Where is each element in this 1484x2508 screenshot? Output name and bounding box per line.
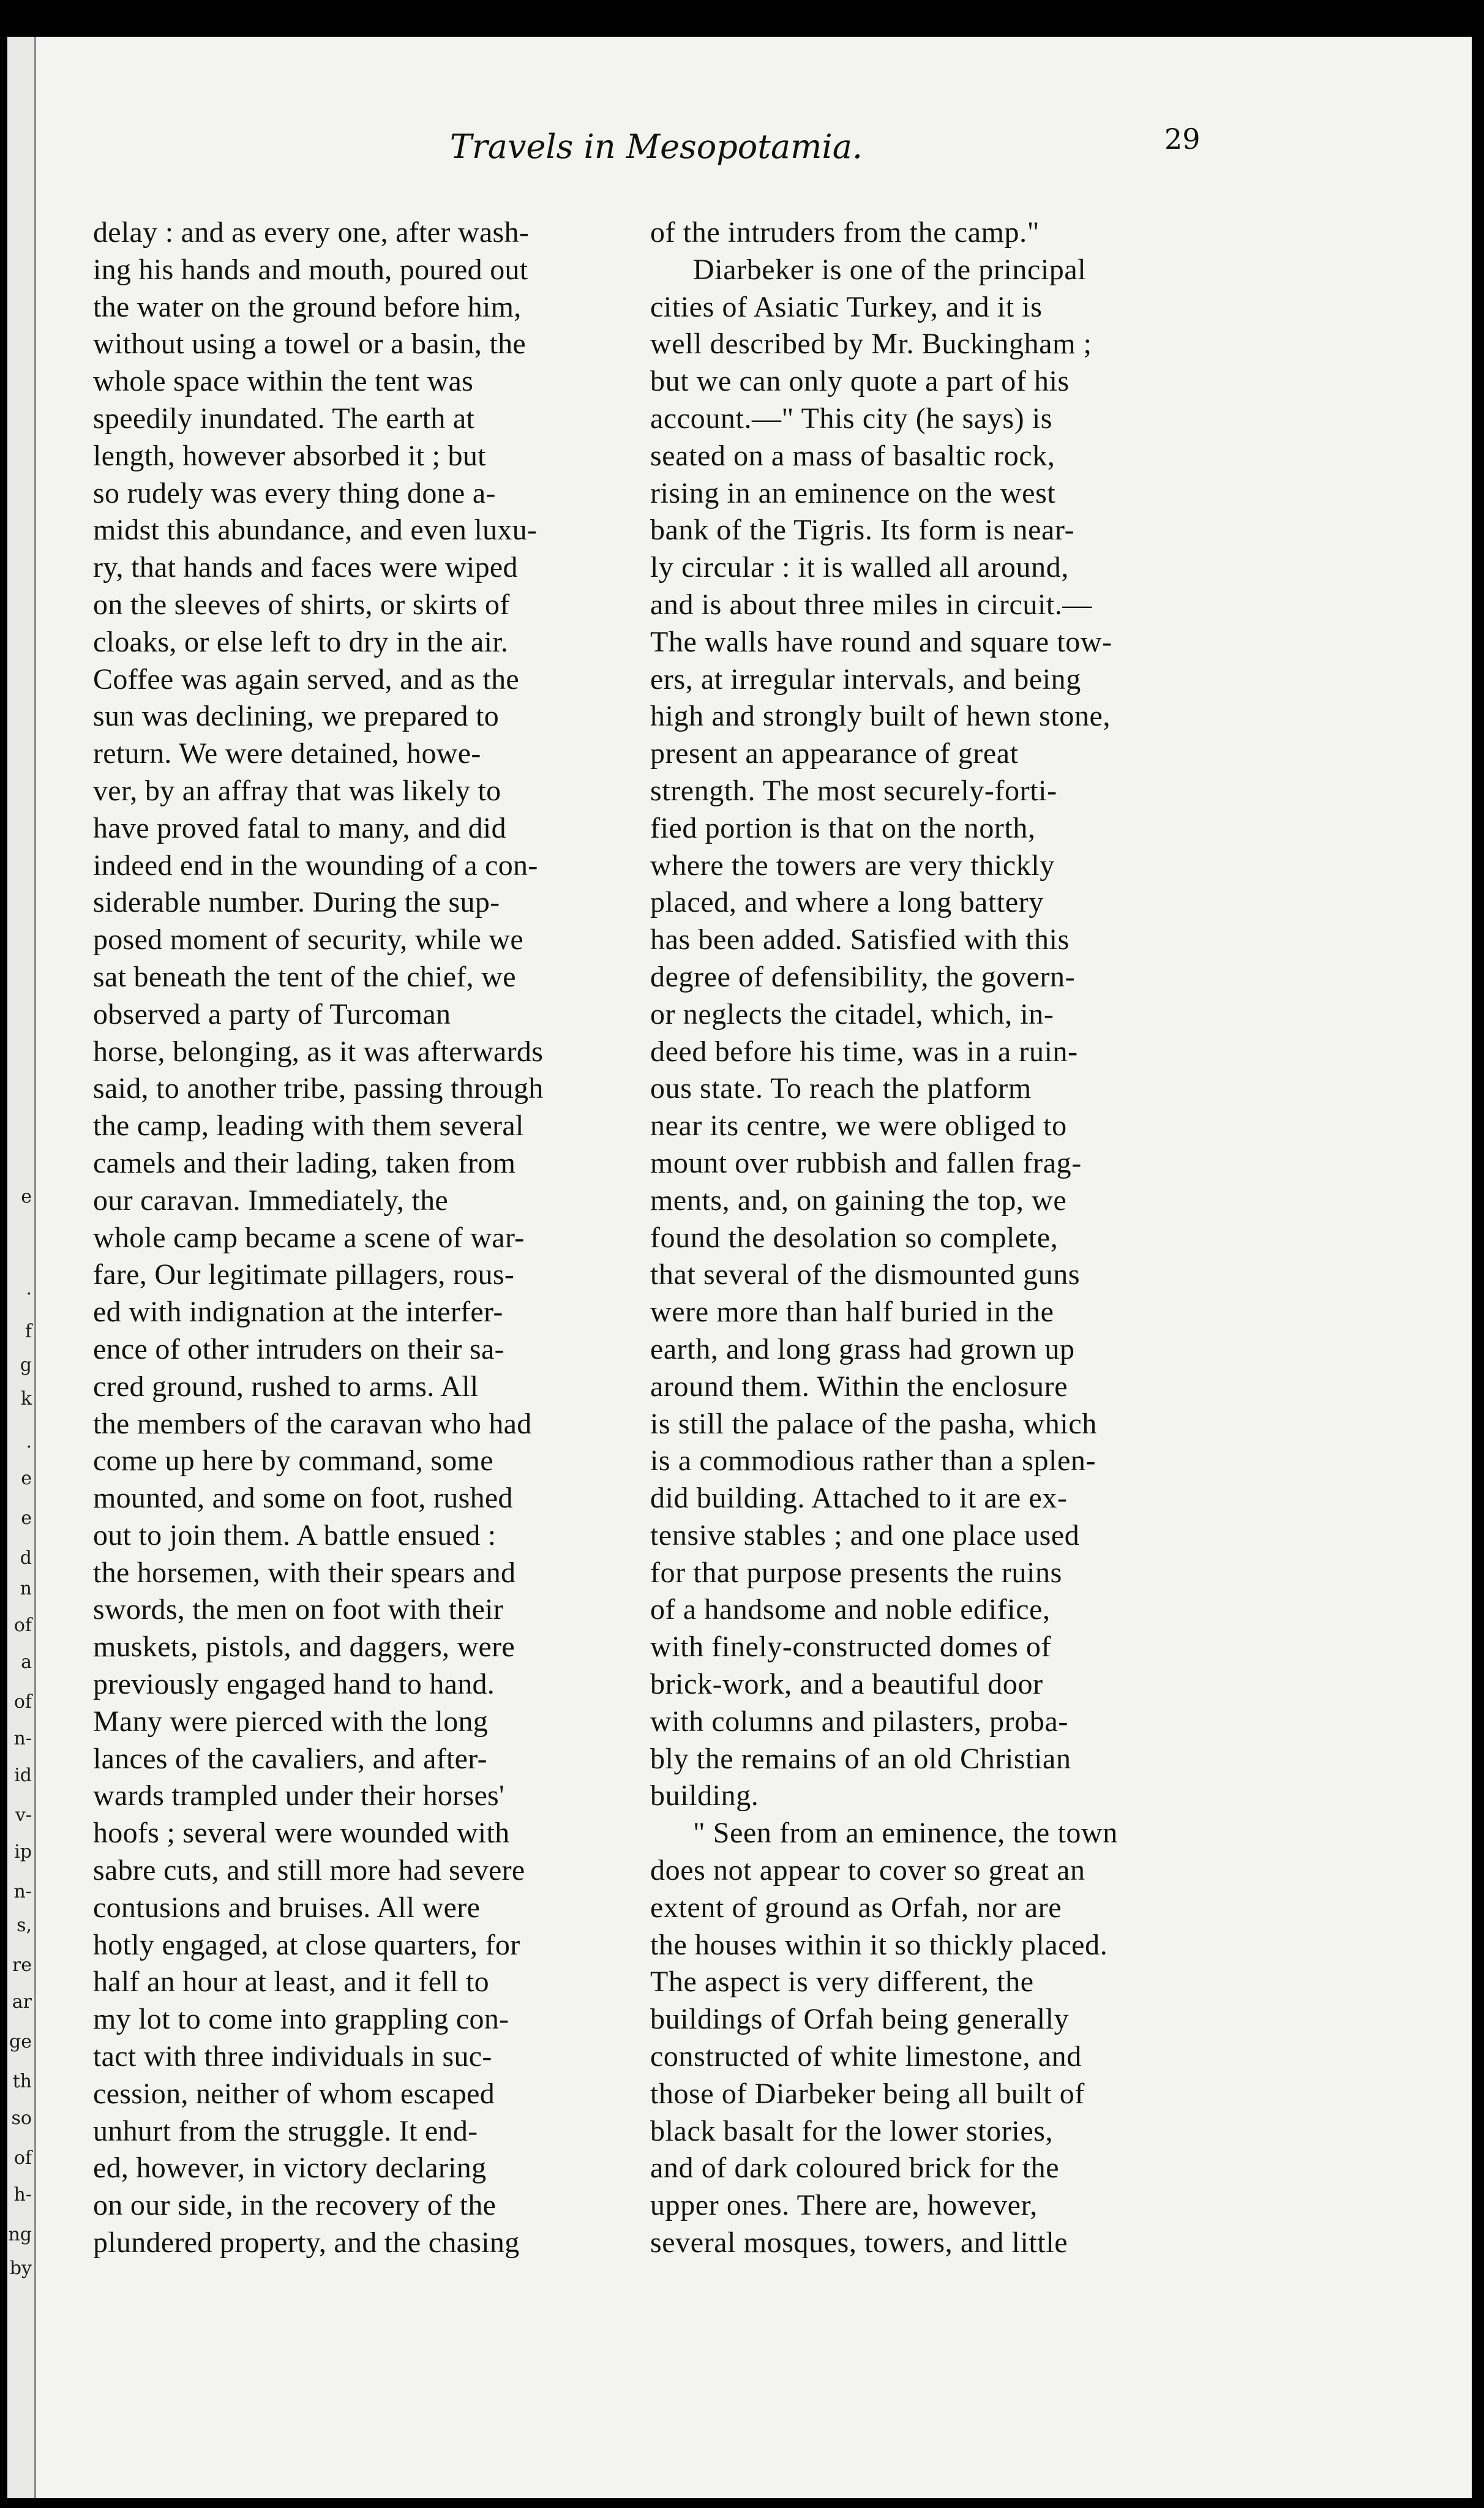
previous-page-edge: [7, 37, 36, 2498]
text-line: out to join them. A battle ensued :: [93, 1519, 497, 1552]
text-line: strength. The most securely-forti-: [650, 774, 1057, 807]
text-line: without using a towel or a basin, the: [93, 328, 526, 361]
text-line: length, however absorbed it ; but: [93, 439, 486, 472]
text-line: ry, that hands and faces were wiped: [93, 551, 518, 584]
text-line: our caravan. Immediately, the: [93, 1184, 448, 1217]
text-line: ver, by an affray that was likely to: [93, 774, 501, 807]
text-line: fied portion is that on the north,: [650, 811, 1036, 844]
text-line: extent of ground as Orfah, nor are: [650, 1891, 1062, 1924]
text-line: bank of the Tigris. Its form is near-: [650, 514, 1075, 547]
page-number: 29: [1164, 122, 1201, 156]
margin-fragment: .: [26, 1278, 32, 1299]
text-line: " Seen from an eminence, the town: [693, 1817, 1118, 1850]
book-page: [7, 37, 1472, 2498]
text-line: wards trampled under their horses': [93, 1779, 504, 1812]
text-line: come up here by command, some: [93, 1444, 493, 1477]
text-line: posed moment of security, while we: [93, 923, 523, 956]
text-line: delay : and as every one, after wash-: [93, 216, 530, 249]
margin-fragment: e: [21, 1507, 32, 1529]
text-line: and is about three miles in circuit.—: [650, 588, 1093, 621]
text-line: the houses within it so thickly placed.: [650, 1928, 1108, 1961]
text-line: camels and their lading, taken from: [93, 1146, 516, 1179]
margin-fragment: n-: [13, 1728, 32, 1749]
margin-fragment: ar: [12, 1991, 32, 2013]
margin-fragment: re: [12, 1954, 32, 1976]
text-line: well described by Mr. Buckingham ;: [650, 328, 1092, 361]
text-line: but we can only quote a part of his: [650, 365, 1070, 398]
margin-fragment: n: [20, 1578, 32, 1599]
text-line: my lot to come into grappling con-: [93, 2003, 509, 2036]
text-line: the camp, leading with them several: [93, 1109, 524, 1143]
text-line: cloaks, or else left to dry in the air.: [93, 625, 509, 658]
running-title: Travels in Mesopotamia.: [449, 127, 863, 166]
margin-fragment: ip: [14, 1841, 32, 1863]
text-line: degree of defensibility, the govern-: [650, 960, 1076, 993]
text-line: mount over rubbish and fallen frag-: [650, 1146, 1082, 1179]
margin-fragment: .: [26, 1431, 32, 1452]
text-line: unhurt from the struggle. It end-: [93, 2114, 478, 2147]
right-text-column: [650, 214, 1250, 2394]
margin-fragment: f: [24, 1321, 32, 1342]
margin-fragment: v-: [15, 1804, 32, 1826]
margin-fragment: ng: [8, 2224, 32, 2245]
margin-fragment: so: [11, 2108, 32, 2129]
text-line: have proved fatal to many, and did: [93, 811, 506, 844]
text-line: of a handsome and noble edifice,: [650, 1593, 1051, 1626]
text-line: said, to another tribe, passing through: [93, 1072, 544, 1105]
text-line: tensive stables ; and one place used: [650, 1519, 1080, 1552]
text-line: the horsemen, with their spears and: [93, 1556, 516, 1589]
text-line: has been added. Satisfied with this: [650, 923, 1070, 956]
text-line: on the sleeves of shirts, or skirts of: [93, 588, 510, 621]
text-line: present an appearance of great: [650, 737, 1019, 770]
text-line: or neglects the citadel, which, in-: [650, 997, 1054, 1031]
margin-fragment: e: [21, 1186, 32, 1207]
text-line: sun was declining, we prepared to: [93, 700, 500, 733]
text-line: brick-work, and a beautiful door: [650, 1668, 1043, 1701]
text-line: midst this abundance, and even luxu-: [93, 514, 538, 547]
margin-fragment: th: [12, 2071, 32, 2092]
text-line: The walls have round and square tow-: [650, 625, 1112, 658]
text-line: of the intruders from the camp.": [650, 216, 1040, 249]
text-line: that several of the dismounted guns: [650, 1258, 1081, 1291]
margin-fragment: k: [20, 1388, 32, 1410]
text-line: ence of other intruders on their sa-: [93, 1332, 504, 1365]
margin-fragment: of: [13, 1615, 32, 1636]
text-line: hoofs ; several were wounded with: [93, 1817, 510, 1850]
text-line: swords, the men on foot with their: [93, 1593, 504, 1626]
text-line: Diarbeker is one of the principal: [693, 253, 1087, 286]
text-line: deed before his time, was in a ruin-: [650, 1035, 1078, 1068]
margin-fragment: n-: [13, 1881, 32, 1902]
margin-fragment: id: [14, 1765, 32, 1786]
text-line: on our side, in the recovery of the: [93, 2189, 497, 2222]
text-line: cred ground, rushed to arms. All: [93, 1370, 479, 1403]
text-line: rising in an eminence on the west: [650, 476, 1056, 509]
text-line: Many were pierced with the long: [93, 1705, 489, 1738]
text-line: ments, and, on gaining the top, we: [650, 1184, 1067, 1217]
margin-fragment: h-: [13, 2184, 32, 2206]
margin-fragment: of: [13, 2147, 32, 2169]
text-line: around them. Within the enclosure: [650, 1370, 1068, 1403]
text-line: The aspect is very different, the: [650, 1965, 1034, 1999]
text-line: seated on a mass of basaltic rock,: [650, 439, 1055, 472]
margin-fragment: d: [20, 1547, 32, 1569]
text-line: several mosques, towers, and little: [650, 2226, 1068, 2259]
text-line: return. We were detained, howe-: [93, 737, 481, 770]
text-line: cities of Asiatic Turkey, and it is: [650, 290, 1043, 323]
text-line: does not appear to cover so great an: [650, 1854, 1085, 1887]
text-line: whole space within the tent was: [93, 365, 474, 398]
margin-fragment: ge: [9, 2031, 32, 2052]
text-line: were more than half buried in the: [650, 1296, 1054, 1329]
text-line: Coffee was again served, and as the: [93, 663, 520, 696]
text-line: the members of the caravan who had: [93, 1407, 532, 1440]
text-line: is a commodious rather than a splen-: [650, 1444, 1096, 1477]
text-line: lances of the cavaliers, and after-: [93, 1742, 487, 1775]
text-line: so rudely was every thing done a-: [93, 476, 496, 509]
text-line: tact with three individuals in suc-: [93, 2040, 492, 2073]
margin-fragment: e: [21, 1468, 32, 1489]
text-line: with columns and pilasters, proba-: [650, 1705, 1068, 1738]
text-line: horse, belonging, as it was afterwards: [93, 1035, 544, 1068]
text-line: bly the remains of an old Christian: [650, 1742, 1071, 1775]
text-line: upper ones. There are, however,: [650, 2189, 1038, 2222]
text-line: black basalt for the lower stories,: [650, 2114, 1054, 2147]
text-line: building.: [650, 1779, 759, 1812]
text-line: high and strongly built of hewn stone,: [650, 700, 1111, 733]
text-line: placed, and where a long battery: [650, 886, 1044, 919]
text-line: buildings of Orfah being generally: [650, 2003, 1070, 2036]
margin-fragment: of: [13, 1691, 32, 1713]
text-line: whole camp became a scene of war-: [93, 1221, 525, 1254]
text-line: observed a party of Turcoman: [93, 997, 451, 1031]
text-line: ing his hands and mouth, poured out: [93, 253, 528, 286]
margin-fragment: g: [20, 1354, 32, 1376]
margin-fragment: s,: [17, 1915, 32, 1936]
text-line: found the desolation so complete,: [650, 1221, 1059, 1254]
text-line: near its centre, we were obliged to: [650, 1109, 1067, 1143]
text-line: plundered property, and the chasing: [93, 2226, 520, 2259]
text-line: where the towers are very thickly: [650, 849, 1055, 882]
text-line: ous state. To reach the platform: [650, 1072, 1032, 1105]
text-line: and of dark coloured brick for the: [650, 2152, 1060, 2185]
text-line: ed, however, in victory declaring: [93, 2152, 487, 2185]
text-line: ers, at irregular intervals, and being: [650, 663, 1081, 696]
text-line: contusions and bruises. All were: [93, 1891, 481, 1924]
margin-fragment: a: [21, 1651, 32, 1673]
text-line: earth, and long grass had grown up: [650, 1332, 1075, 1365]
text-line: account.—" This city (he says) is: [650, 402, 1053, 435]
text-line: fare, Our legitimate pillagers, rous-: [93, 1258, 515, 1291]
text-line: hotly engaged, at close quarters, for: [93, 1928, 520, 1961]
text-line: for that purpose presents the ruins: [650, 1556, 1062, 1589]
text-line: cession, neither of whom escaped: [93, 2077, 495, 2110]
text-line: indeed end in the wounding of a con-: [93, 849, 538, 882]
text-line: half an hour at least, and it fell to: [93, 1965, 489, 1999]
text-line: previously engaged hand to hand.: [93, 1668, 495, 1701]
left-text-column: [93, 214, 675, 2394]
text-line: siderable number. During the sup-: [93, 886, 500, 919]
text-line: did building. Attached to it are ex-: [650, 1482, 1068, 1515]
text-line: ed with indignation at the interfer-: [93, 1296, 503, 1329]
margin-fragment: by: [9, 2258, 32, 2279]
text-line: sat beneath the tent of the chief, we: [93, 960, 516, 993]
text-line: muskets, pistols, and daggers, were: [93, 1631, 515, 1664]
text-line: with finely-constructed domes of: [650, 1631, 1052, 1664]
text-line: is still the palace of the pasha, which: [650, 1407, 1097, 1440]
text-line: mounted, and some on foot, rushed: [93, 1482, 513, 1515]
text-line: speedily inundated. The earth at: [93, 402, 475, 435]
text-line: constructed of white limestone, and: [650, 2040, 1082, 2073]
text-line: the water on the ground before him,: [93, 290, 522, 323]
text-line: sabre cuts, and still more had severe: [93, 1854, 525, 1887]
text-line: those of Diarbeker being all built of: [650, 2077, 1085, 2110]
text-line: ly circular : it is walled all around,: [650, 551, 1069, 584]
